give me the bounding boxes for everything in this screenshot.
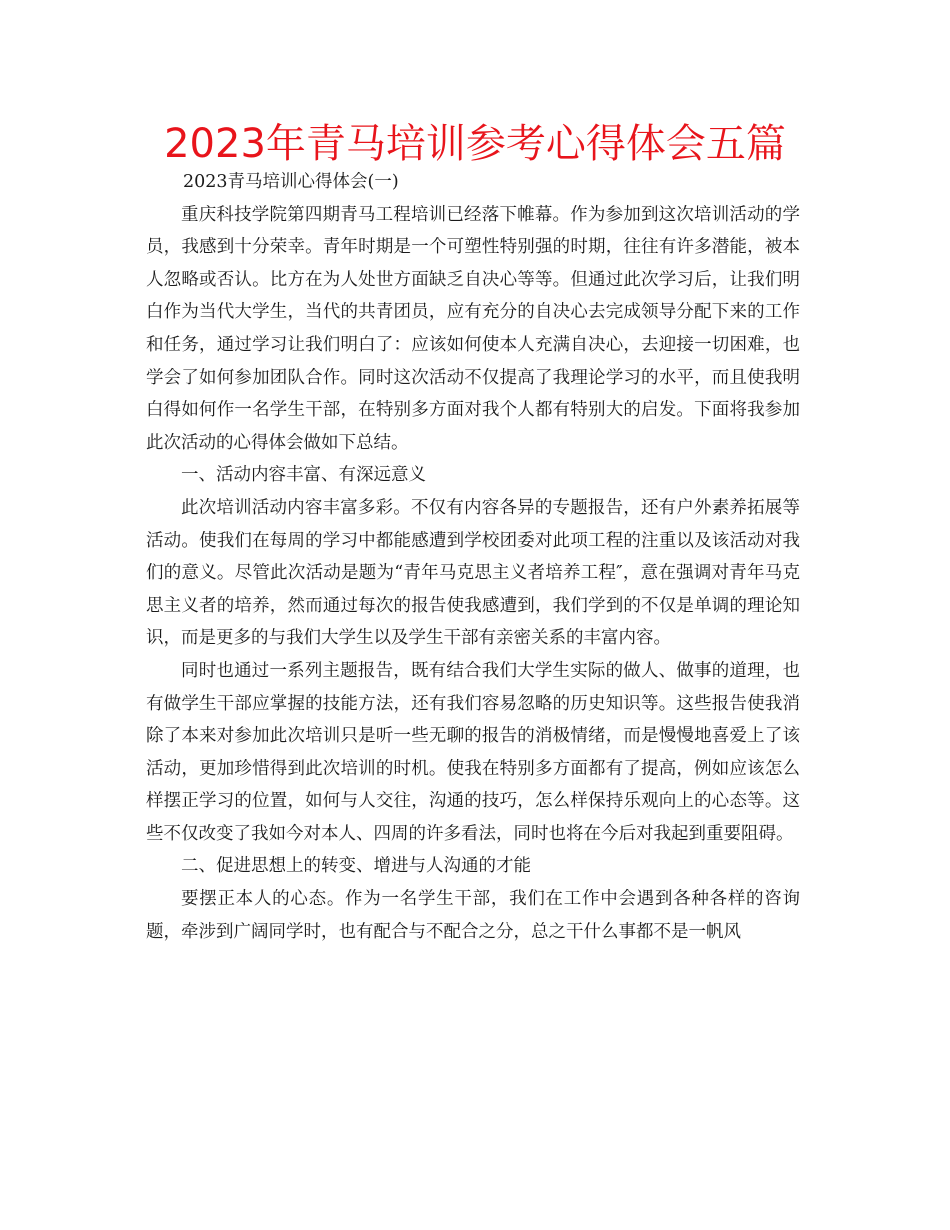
paragraph-intro: 重庆科技学院第四期青马工程培训已经落下帷幕。作为参加到这次培训活动的学员，我感到十分荣幸。青年时期是一个可塑性特别强的时期，往往有许多潜能，被本人忽略或否认。比方在为人处世方面缺乏自决心等等。但通过此次学习后，让我们明白作为当代大学生，当代的共青团员，应有充分的自决心去完成领导分配下来的工作和任务，通过学习让我们明白了：应该如何使本人充满自决心，去迎接一切困难，也学会了如何参加团队合作。同时这次活动不仅提高了我理论学习的水平，而且使我明白得如何作一名学生干部，在特别多方面对我个人都有特别大的启发。下面将我参加此次活动的心得体会做如下总结。 — [146, 204, 800, 453]
paragraph-mindset: 要摆正本人的心态。作为一名学生干部，我们在工作中会遇到各种各样的咨询题，牵涉到广阔同学时，也有配合与不配合之分，总之干什么事都不是一帆风 — [146, 889, 800, 942]
section-subtitle: 2023青马培训心得体会(一) — [183, 172, 399, 192]
section-heading-2: 二、促进思想上的转变、增进与人沟通的才能 — [181, 856, 531, 877]
document-body — [146, 166, 800, 948]
paragraph-reports: 同时也通过一系列主题报告，既有结合我们大学生实际的做人、做事的道理，也有做学生干部应掌握的技能方法，还有我们容易忽略的历史知识等。这些报告使我消除了本来对参加此次培训只是听一些无聊的报告的消极情绪，而是慢慢地喜爱上了该活动，更加珍惜得到此次培训的时机。使我在特别多方面都有了提高，例如应该怎么样摆正学习的位置，如何与人交往，沟通的技巧，怎么样保持乐观向上的心态等。这些不仅改变了我如今对本人、四周的许多看法，同时也将在今后对我起到重要阻碍。 — [146, 660, 800, 844]
paragraph-activity-content: 此次培训活动内容丰富多彩。不仅有内容各异的专题报告，还有户外素养拓展等活动。使我们在每周的学习中都能感遭到学校团委对此项工程的注重以及该活动对我们的意义。尽管此次活动是题为“青年马克思主义者培养工程″，意在强调对青年马克思主义者的培养，然而通过每次的报告使我感遭到，我们学到的不仅是单调的理论知识，而是更多的与我们大学生以及学生干部有亲密关系的丰富内容。 — [146, 497, 800, 649]
document-title: 2023年青马培训参考心得体会五篇 — [164, 121, 786, 167]
section-heading-1: 一、活动内容丰富、有深远意义 — [181, 465, 426, 486]
